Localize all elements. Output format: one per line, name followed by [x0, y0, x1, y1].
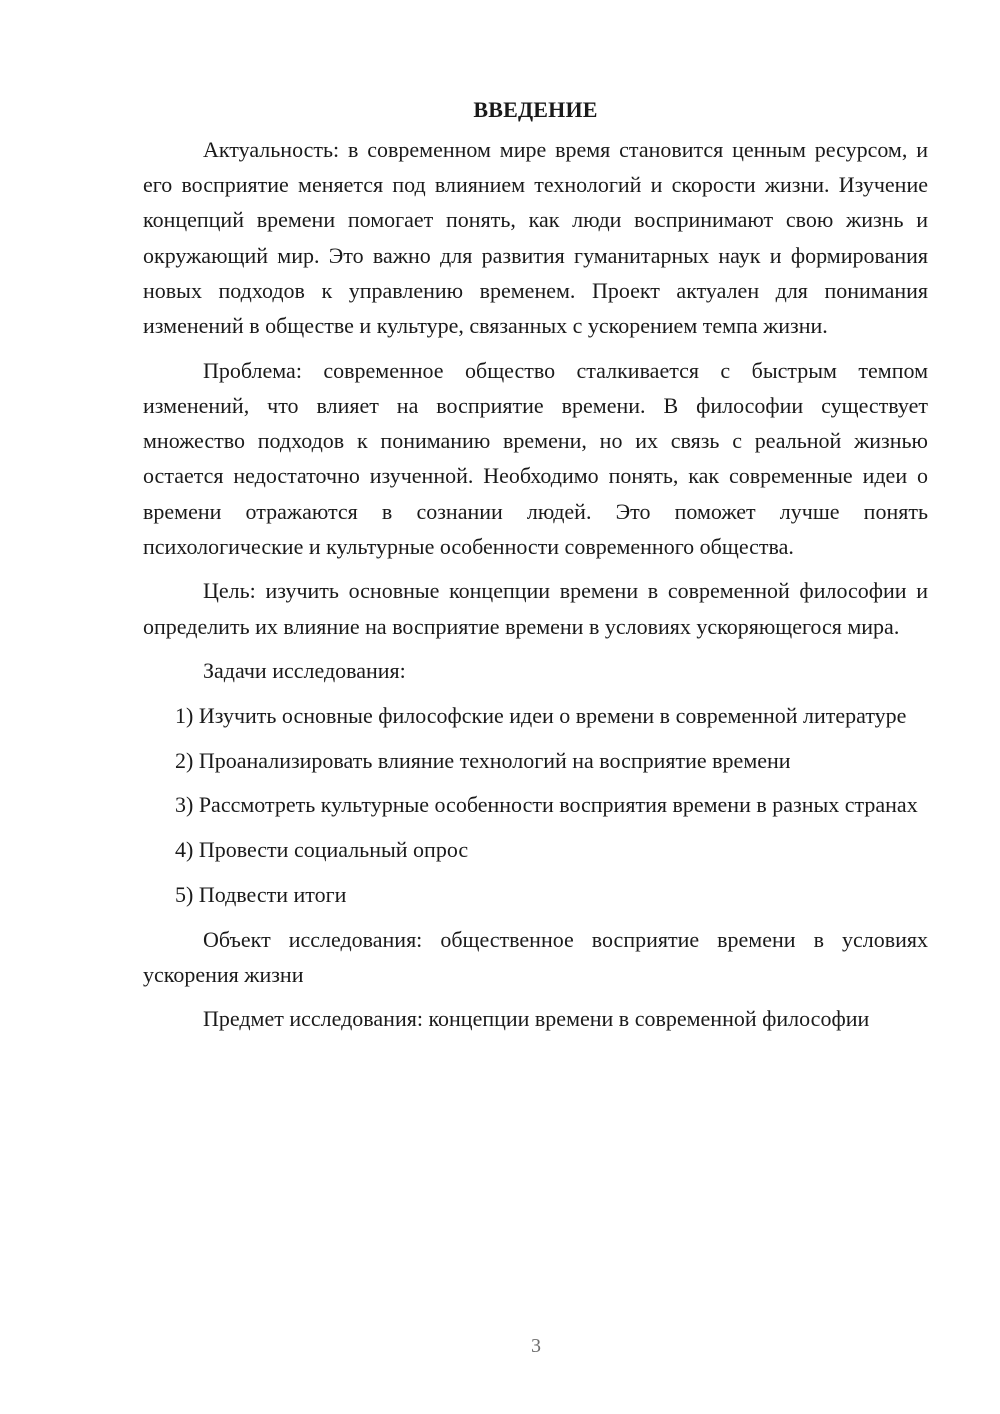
paragraph-goal: Цель: изучить основные концепции времени в современной философии и определить их влияние на восприятие времени в условиях ускоряющегося мира.	[143, 578, 928, 639]
task-item-4: 4) Провести социальный опрос	[175, 837, 469, 863]
paragraph-subject: Предмет исследования: концепции времени в современной философии	[203, 1006, 870, 1032]
task-item-2: 2) Проанализировать влияние технологий на восприятие времени	[175, 747, 791, 773]
paragraph-relevance: Актуальность: в современном мире время становится ценным ресурсом, и его восприятие меняется под влиянием технологий и скорости жизни. Изучение концепций времени помогает понять, как люди воспринимают свою жизнь и окружающий мир. Это важно для развития гуманитарных наук и формирования новых подходов к управлению временем. Проект актуален для понимания изменений в обществе и культуре, связанных с ускорением темпа жизни.	[143, 137, 928, 339]
paragraph-object: Объект исследования: общественное восприятие времени в условиях ускорения жизни	[143, 926, 928, 987]
task-item-3: 3) Рассмотреть культурные особенности восприятия времени в разных странах	[175, 792, 918, 818]
task-item-5: 5) Подвести итоги	[175, 881, 347, 907]
tasks-heading: Задачи исследования:	[203, 658, 406, 684]
task-item-1: 1) Изучить основные философские идеи о времени в современной литературе	[175, 703, 907, 729]
section-title: ВВЕДЕНИЕ	[473, 97, 598, 122]
paragraph-problem: Проблема: современное общество сталкивается с быстрым темпом изменений, что влияет на восприятие времени. В философии существует множество подходов к пониманию времени, но их связь с реальной жизнью остается недостаточно изученной. Необходимо понять, как современные идеи о времени отражаются в сознании людей. Это поможет лучше понять психологические и культурные особенности современного общества.	[143, 357, 928, 559]
page-content	[143, 92, 928, 1046]
page-number: 3	[531, 1335, 541, 1357]
